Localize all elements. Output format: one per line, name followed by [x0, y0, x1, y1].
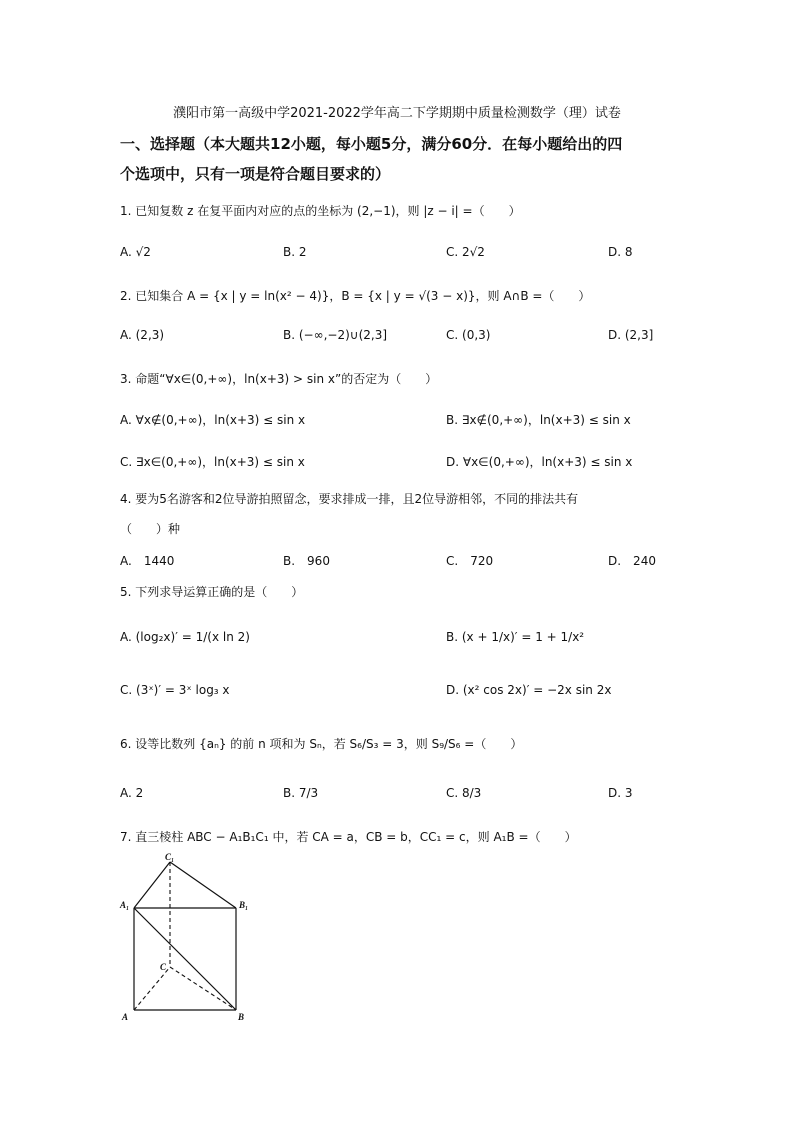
q3-option-c: C. ∃x∈(0,+∞)，ln(x+3) ≤ sin x — [120, 455, 305, 469]
prism-figure — [118, 852, 258, 1024]
vertex-label-c: C — [160, 962, 167, 972]
question-4-stem-cont: （ ）种 — [120, 522, 181, 536]
q3-option-b: B. ∃x∉(0,+∞)，ln(x+3) ≤ sin x — [446, 413, 631, 427]
q5-option-a: A. (log₂x)′ = 1/(x ln 2) — [120, 630, 250, 644]
segment-a1-b — [134, 908, 236, 1010]
q1-option-b: B. 2 — [283, 245, 307, 259]
q4-option-d: D. 240 — [608, 554, 656, 568]
q2-option-d: D. (2,3] — [608, 328, 654, 342]
q5-option-d: D. (x² cos 2x)′ = −2x sin 2x — [446, 683, 612, 697]
question-3-stem: 3. 命题“∀x∈(0,+∞)，ln(x+3) > sin x”的否定为（ ） — [120, 372, 438, 386]
q6-option-c: C. 8/3 — [446, 786, 482, 800]
q4-option-b: B. 960 — [283, 554, 330, 568]
question-7-stem: 7. 直三棱柱 ABC − A₁B₁C₁ 中，若 CA = a，CB = b，CC₁ = c，则 A₁B =（ ） — [120, 830, 577, 844]
q2-option-c: C. (0,3) — [446, 328, 491, 342]
edge-a1-c1 — [134, 862, 170, 908]
vertex-label-c1: C₁ — [165, 852, 175, 862]
q6-option-d: D. 3 — [608, 786, 633, 800]
section-heading-line1: 一、选择题（本大题共12小题，每小题5分，满分60分．在每小题给出的四 — [120, 135, 623, 153]
hidden-edge-c-b — [170, 967, 236, 1010]
q1-option-c: C. 2√2 — [446, 245, 485, 259]
q1-option-a: A. √2 — [120, 245, 151, 259]
q6-option-a: A. 2 — [120, 786, 144, 800]
question-5-stem: 5. 下列求导运算正确的是（ ） — [120, 585, 304, 599]
q4-option-c: C. 720 — [446, 554, 494, 568]
q4-option-a: A. 1440 — [120, 554, 175, 568]
q3-option-a: A. ∀x∉(0,+∞)，ln(x+3) ≤ sin x — [120, 413, 306, 427]
q2-option-a: A. (2,3) — [120, 328, 165, 342]
question-1-stem: 1. 已知复数 z 在复平面内对应的点的坐标为 (2,−1)，则 |z − i| =（ ） — [120, 204, 521, 218]
exam-title: 濮阳市第一高级中学2021-2022学年高二下学期期中质量检测数学（理）试卷 — [173, 106, 621, 121]
question-6-stem: 6. 设等比数列 {aₙ} 的前 n 项和为 Sₙ，若 S₆/S₃ = 3，则 S₉/S₆ =（ ） — [120, 737, 523, 751]
section-heading-line2: 个选项中，只有一项是符合题目要求的） — [120, 165, 391, 183]
q6-option-b: B. 7/3 — [283, 786, 319, 800]
edge-c1-b1 — [170, 862, 236, 908]
vertex-label-b1: B₁ — [239, 900, 249, 910]
question-4-stem: 4. 要为5名游客和2位导游拍照留念，要求排成一排，且2位导游相邻，不同的排法共有 — [120, 492, 579, 506]
vertex-label-b: B — [238, 1012, 245, 1022]
q5-option-b: B. (x + 1/x)′ = 1 + 1/x² — [446, 630, 585, 644]
vertex-label-a1: A₁ — [120, 900, 130, 910]
question-2-stem: 2. 已知集合 A = {x | y = ln(x² − 4)}，B = {x | y = √(3 − x)}，则 A∩B =（ ） — [120, 289, 591, 303]
vertex-label-a: A — [122, 1012, 129, 1022]
q5-option-c: C. (3ˣ)′ = 3ˣ log₃ x — [120, 683, 230, 697]
q3-option-d: D. ∀x∈(0,+∞)，ln(x+3) ≤ sin x — [446, 455, 633, 469]
q2-option-b: B. (−∞,−2)∪(2,3] — [283, 328, 388, 342]
hidden-edge-a-c — [134, 967, 170, 1010]
q1-option-d: D. 8 — [608, 245, 633, 259]
